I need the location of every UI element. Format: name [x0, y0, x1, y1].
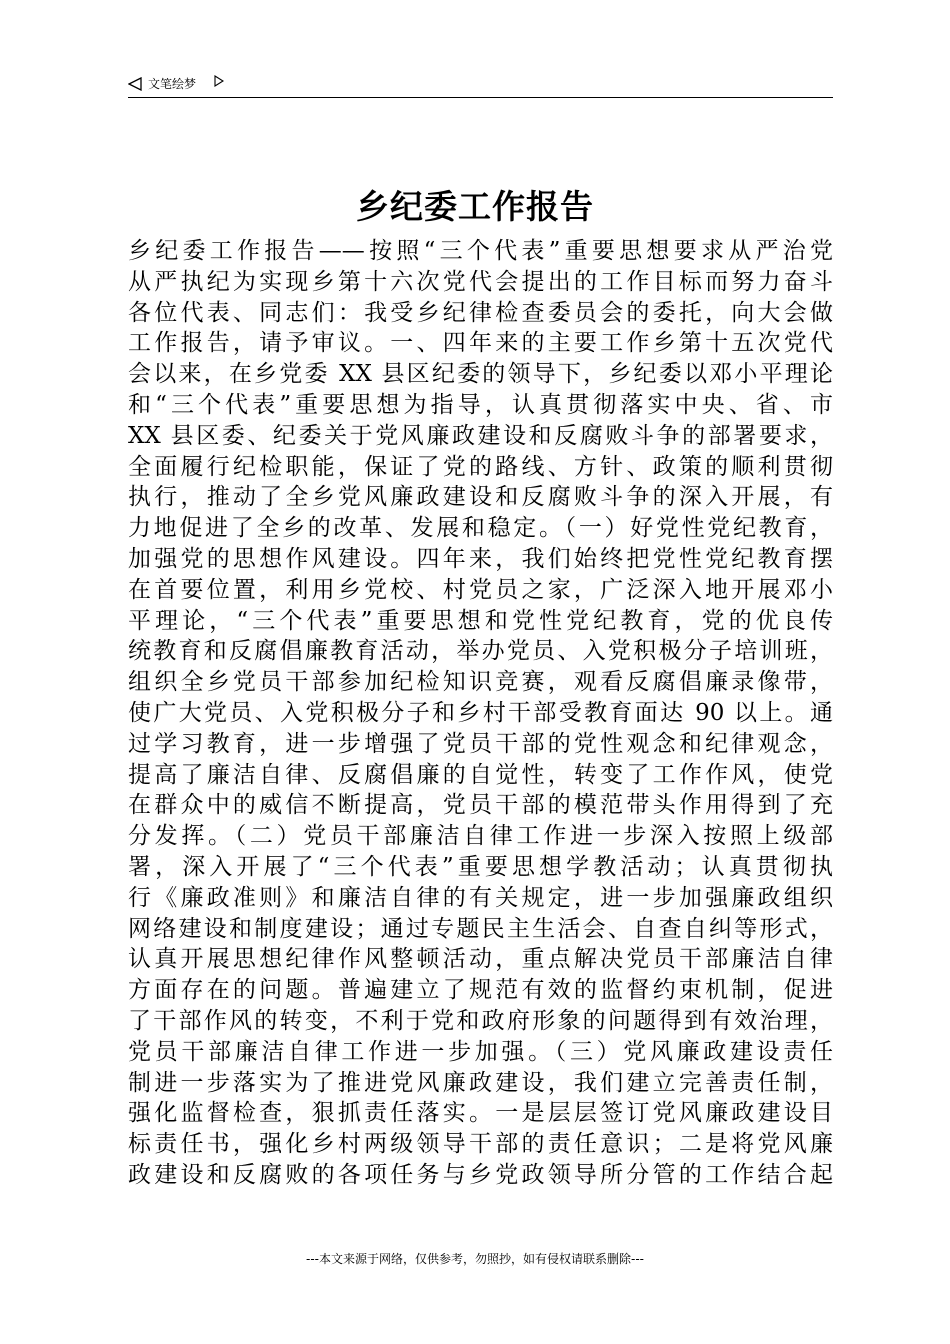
body-text-line: 平理论，“三个代表”重要思想和党性党纪教育，党的优良传: [128, 607, 833, 634]
body-text-line: 行《廉政准则》和廉洁自律的有关规定，进一步加强廉政组织: [128, 884, 833, 911]
body-text-line: XX 县区委、纪委关于党风廉政建设和反腐败斗争的部署要求，: [128, 422, 833, 449]
body-text-line: 统教育和反腐倡廉教育活动，举办党员、入党积极分子培训班，: [128, 638, 833, 665]
triangle-left-outline-icon: [128, 77, 142, 91]
body-text-line: 认真开展思想纪律作风整顿活动，重点解决党员干部廉洁自律: [128, 946, 833, 973]
page-header: [128, 70, 833, 98]
body-text-line: 署，深入开展了“三个代表”重要思想学教活动；认真贯彻执: [128, 853, 833, 880]
body-text-line: 各位代表、同志们：我受乡纪律检查委员会的委托，向大会做: [128, 299, 833, 326]
body-text-line: 在首要位置，利用乡党校、村党员之家，广泛深入地开展邓小: [128, 576, 833, 603]
body-text-line: 网络建设和制度建设；通过专题民主生活会、自查自纠等形式，: [128, 915, 833, 942]
header-divider: [128, 97, 833, 98]
body-text-line: 执行，推动了全乡党风廉政建设和反腐败斗争的深入开展，有: [128, 484, 833, 511]
body-text-line: 乡纪委工作报告——按照“三个代表”重要思想要求从严治党: [128, 238, 833, 264]
body-text-line: 强化监督检查，狠抓责任落实。一是层层签订党风廉政建设目: [128, 1100, 833, 1127]
footer-notice: ---本文来源于网络，仅供参考，勿照抄，如有侵权请联系删除---: [306, 1252, 644, 1266]
body-text-line: 政建设和反腐败的各项任务与乡党政领导所分管的工作结合起: [128, 1161, 833, 1188]
document-body: [128, 236, 833, 1191]
body-text-line: 标责任书，强化乡村两级领导干部的责任意识；二是将党风廉: [128, 1131, 833, 1158]
body-text-line: 分发挥。（二）党员干部廉洁自律工作进一步深入按照上级部: [128, 823, 833, 850]
body-text-line: 了干部作风的转变，不利于党和政府形象的问题得到有效治理，: [128, 1007, 833, 1034]
body-text-line: 加强党的思想作风建设。四年来，我们始终把党性党纪教育摆: [128, 545, 833, 572]
body-text-line: 方面存在的问题。普遍建立了规范有效的监督约束机制，促进: [128, 977, 833, 1004]
body-text-line: 力地促进了全乡的改革、发展和稳定。（一）好党性党纪教育，: [128, 515, 833, 542]
body-text-line: 党员干部廉洁自律工作进一步加强。（三）党风廉政建设责任: [128, 1038, 833, 1065]
body-text-line: 使广大党员、入党积极分子和乡村干部受教育面达 90 以上。通: [128, 699, 833, 726]
body-text-line: 会以来，在乡党委 XX 县区纪委的领导下，乡纪委以邓小平理论: [128, 361, 833, 388]
body-text-line: 和“三个代表”重要思想为指导，认真贯彻落实中央、省、市: [128, 391, 833, 418]
body-text-line: 提高了廉洁自律、反腐倡廉的自觉性，转变了工作作风，使党: [128, 761, 833, 788]
document-title: 乡纪委工作报告: [356, 187, 594, 226]
body-text-line: 在群众中的威信不断提高，党员干部的模范带头作用得到了充: [128, 792, 833, 819]
body-text-line: 组织全乡党员干部参加纪检知识竞赛，观看反腐倡廉录像带，: [128, 669, 833, 696]
header-brand-text: 文笔绘梦: [148, 77, 197, 91]
body-text-line: 工作报告，请予审议。一、四年来的主要工作乡第十五次党代: [128, 330, 833, 357]
body-text-line: 制进一步落实为了推进党风廉政建设，我们建立完善责任制，: [128, 1069, 833, 1096]
triangle-right-outline-icon: [214, 75, 224, 87]
body-text-line: 过学习教育，进一步增强了党员干部的党性观念和纪律观念，: [128, 730, 833, 757]
body-text-line: 全面履行纪检职能，保证了党的路线、方针、政策的顺利贯彻: [128, 453, 833, 480]
body-text-line: 从严执纪为实现乡第十六次党代会提出的工作目标而努力奋斗: [128, 268, 833, 295]
